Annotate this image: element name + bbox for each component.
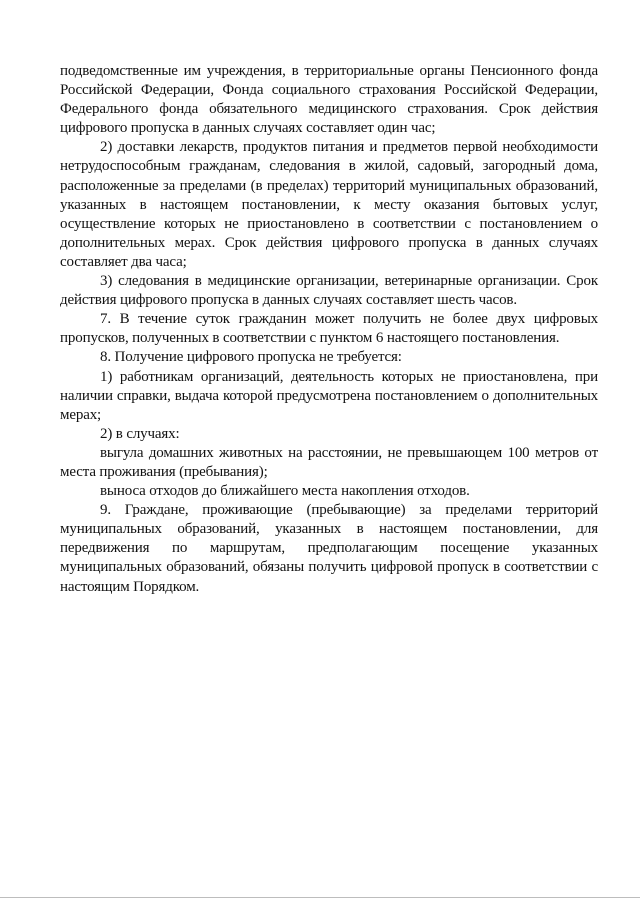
paragraph-clause-8-item-1: 1) работникам организаций, деятельность которых не приостановлена, при наличии справки, выдача которой предусмотрена постановлением о дополнительных мерах; <box>60 368 598 423</box>
paragraph-clause-8: 8. Получение цифрового пропуска не требуется: <box>100 349 402 366</box>
paragraph-walking-pets: выгула домашних животных на расстоянии, не превышающем 100 метров от места проживания (пребывания); <box>60 444 598 480</box>
paragraph-continuation: подведомственные им учреждения, в территориальные органы Пенсионного фонда Российской Федерации, Фонда социального страхования Российской Федерации, Федерального фонда обязательного медицинского страхования. Срок действия цифрового пропуска в данных случаях составляет один час; <box>60 63 598 137</box>
paragraph-waste-disposal: выноса отходов до ближайшего места накопления отходов. <box>100 483 470 500</box>
paragraph-item-3-medical: 3) следования в медицинские организации, ветеринарные организации. Срок действия цифрового пропуска в данных случаях составляет шесть часов. <box>60 273 598 309</box>
page-bottom-edge <box>0 897 640 898</box>
paragraph-item-2-medicines: 2) доставки лекарств, продуктов питания и предметов первой необходимости нетрудоспособным гражданам, следования в жилой, садовый, загородный дома, расположенные за пределами (в пределах) территорий муниципальных образований, указанных в настоящем постановлении, к месту оказания бытовых услуг, осуществление которых не приостановлено в соответствии с постановлением о дополнительных мерах. Срок действия цифрового пропуска в данных случаях составляет два часа; <box>60 139 598 270</box>
paragraph-clause-9: 9. Граждане, проживающие (пребывающие) за пределами территорий муниципальных образований, указанных в настоящем постановлении, для передвижения по маршрутам, предполагающим посещение указанных муниципальных образований, обязаны получить цифровой пропуск в соответствии с настоящим Порядком. <box>60 502 598 595</box>
paragraph-clause-8-item-2: 2) в случаях: <box>100 425 180 442</box>
paragraph-clause-7: 7. В течение суток гражданин может получить не более двух цифровых пропусков, полученных в соответствии с пунктом 6 настоящего постановления. <box>60 311 598 347</box>
document-body <box>60 62 598 597</box>
